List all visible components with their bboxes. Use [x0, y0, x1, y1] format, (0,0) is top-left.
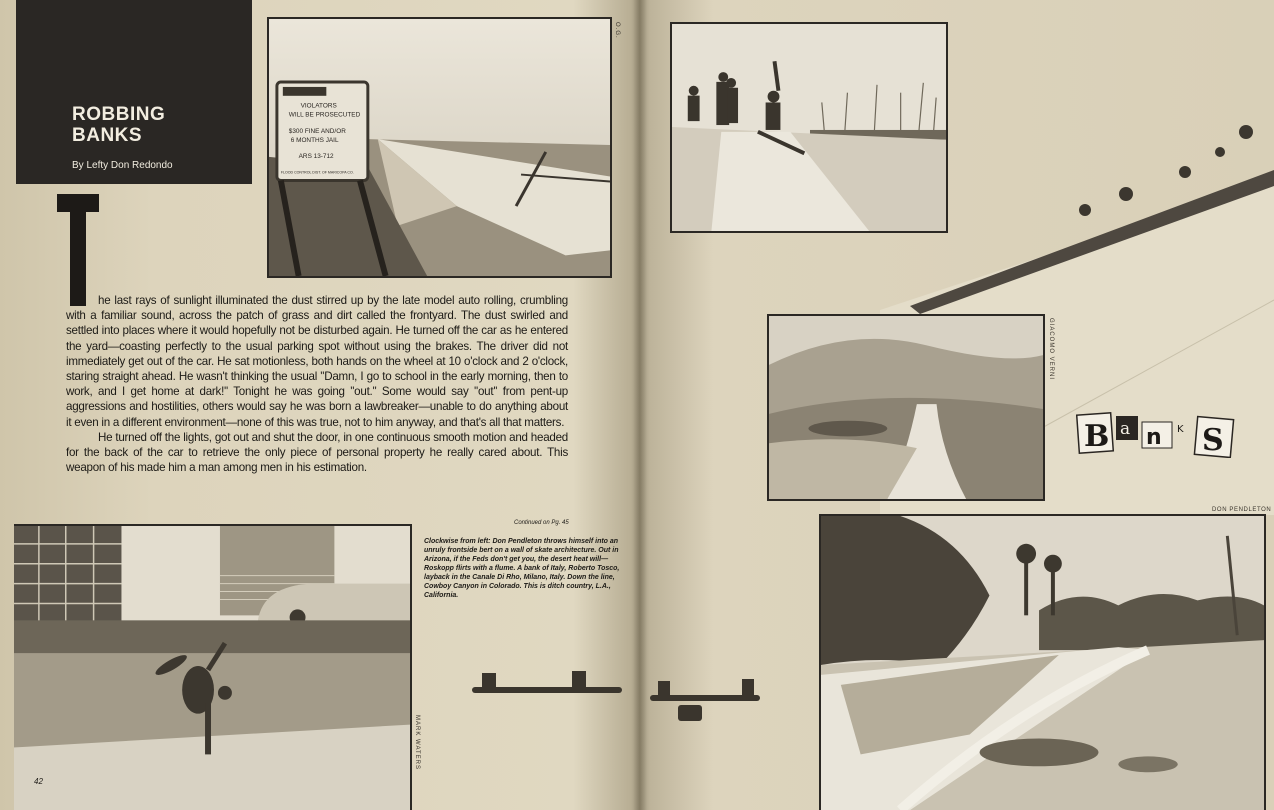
- logo-letter-n: [1142, 422, 1172, 450]
- continued-note: Continued on Pg. 45: [514, 520, 569, 526]
- credit-photo-sign: O.G.: [614, 22, 620, 39]
- page-number: 42: [34, 777, 43, 786]
- svg-text:n: n: [1146, 425, 1162, 450]
- skateboards-illustration: [460, 665, 770, 725]
- logo-letter-s: [1194, 417, 1233, 458]
- svg-text:K: K: [1177, 424, 1184, 435]
- photo-canale-di-rho-image: [769, 316, 1043, 499]
- photo-skate-architecture-image: [14, 526, 410, 810]
- svg-text:B: B: [1084, 419, 1110, 454]
- sign-line-2: WILL BE PROSECUTED: [288, 111, 361, 119]
- photo-la-ditch: [819, 514, 1266, 810]
- logo-letter-a: [1116, 416, 1138, 440]
- paragraph-1: he last rays of sunlight illuminated the dust stirred up by the late model auto rolling, crumbling with a familiar sound, across the patch of grass and dirt called the frontyard. The dust swirled and settled into places where it would hopefully not be disturbed again. He turned off the car as he entered the yard—coasting perfectly to the usual parking spot without using the brakes. The driver did not immediately get out of the car. He sat motionless, both hands on the wheel at 10 o'clock and 2 o'clock, staring straight ahead. He wasn't thinking the usual ''Damn, I go to school in the early morning, then to work, and I get home at dark!'' Tonight he was going ''out.'' Some would say ''out'' from pent-up aggressions and hostilities, others would say he was born a lawbreaker—unable to do anything about it even in a different environment—none of this was true, not to him anyway, and that's all that matters.: [66, 294, 568, 429]
- title-line-2: BANKS: [72, 125, 143, 146]
- photo-canale-di-rho: [767, 314, 1045, 501]
- credit-photo-right-mid: GIACOMO VERNI: [1048, 318, 1054, 381]
- article-title: [72, 104, 165, 146]
- sign-line-3: $300 FINE AND/OR: [288, 128, 346, 136]
- banks-logo: [1076, 412, 1236, 458]
- credit-photo-right-bottom: DON PENDLETON: [1212, 507, 1272, 513]
- photo-skate-architecture: [14, 524, 412, 810]
- sign-line-1: VIOLATORS: [300, 102, 337, 110]
- sign-line-5: ARS 13-712: [298, 152, 334, 160]
- title-block: [16, 0, 252, 184]
- article-body: [66, 293, 568, 475]
- paragraph-2: He turned off the lights, got out and shut the door, in one continuous smooth motion and headed for the back of the car to retrieve the only piece of personal property he really cared about. This weapon of his made him a man among men in his estimation.: [66, 430, 568, 475]
- svg-text:a: a: [1120, 419, 1131, 439]
- photo-la-ditch-image: [821, 516, 1264, 810]
- title-line-1: ROBBING: [72, 104, 166, 125]
- logo-letter-k: [1177, 424, 1184, 435]
- byline: By Lefty Don Redondo: [72, 160, 173, 171]
- svg-text:S: S: [1202, 423, 1224, 458]
- credit-photo-left-bottom: MARK WATERS: [414, 715, 420, 771]
- photo-arizona-flume-image: [269, 19, 610, 276]
- sign-line-6: FLOOD CONTROL DIST. OF MARICOPA CO.: [280, 170, 354, 175]
- logo-letter-b: [1077, 413, 1114, 454]
- photo-arizona-flume: [267, 17, 612, 278]
- sign-line-4: 6 MONTHS JAIL: [290, 137, 339, 145]
- photo-caption: Clockwise from left: Don Pendleton throws himself into an unruly frontside bert on a wall of skate architecture. Out in Arizona, if the Feds don't get you, the desert heat will—Roskopp flirts with a flume. A bank of Italy, Roberto Tosco, layback in the Canale Di Rho, Milano, Italy. Down the line, Cowboy Canyon in Colorado. This is ditch country, L.A., California.: [424, 538, 620, 599]
- drop-cap-t: [57, 194, 99, 306]
